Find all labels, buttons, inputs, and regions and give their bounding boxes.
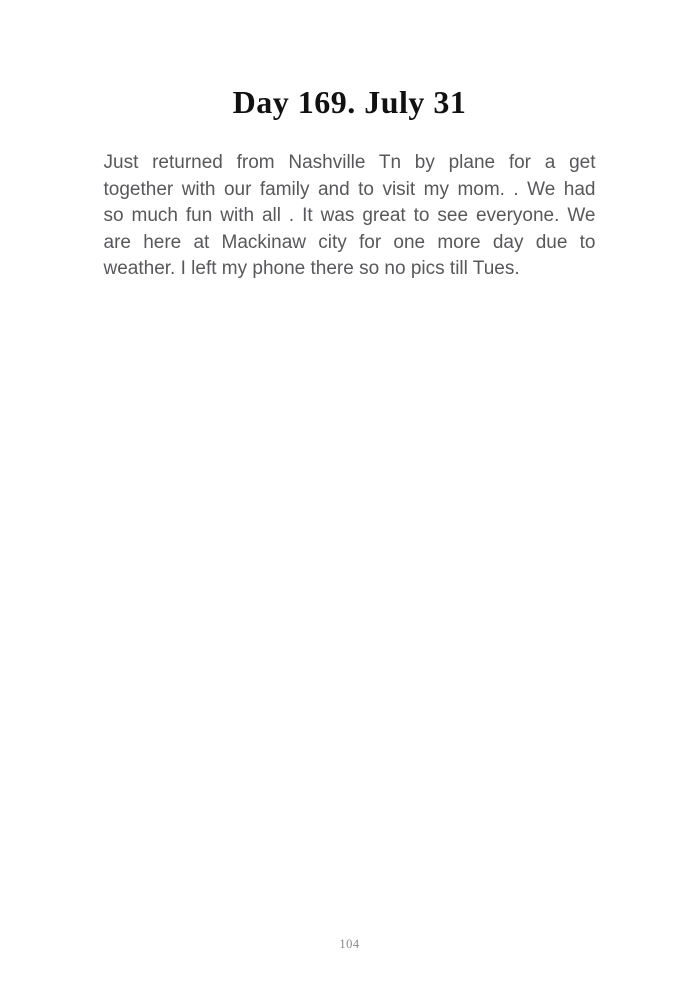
- body-line: weather. I left my phone there so no pics till Tues.: [103, 258, 520, 279]
- body-paragraph: [104, 150, 596, 283]
- body-line: so much fun with all . It was great to see everyone. We: [103, 205, 596, 226]
- page-number: 104: [339, 937, 360, 951]
- body-line: are here at Mackinaw city for one more day due to: [103, 231, 596, 253]
- page-title: Day 169. July 31: [232, 84, 467, 120]
- body-line: Just returned from Nashville Tn by plane for a get: [103, 152, 596, 173]
- body-line: together with our family and to visit my mom. . We had: [103, 178, 596, 200]
